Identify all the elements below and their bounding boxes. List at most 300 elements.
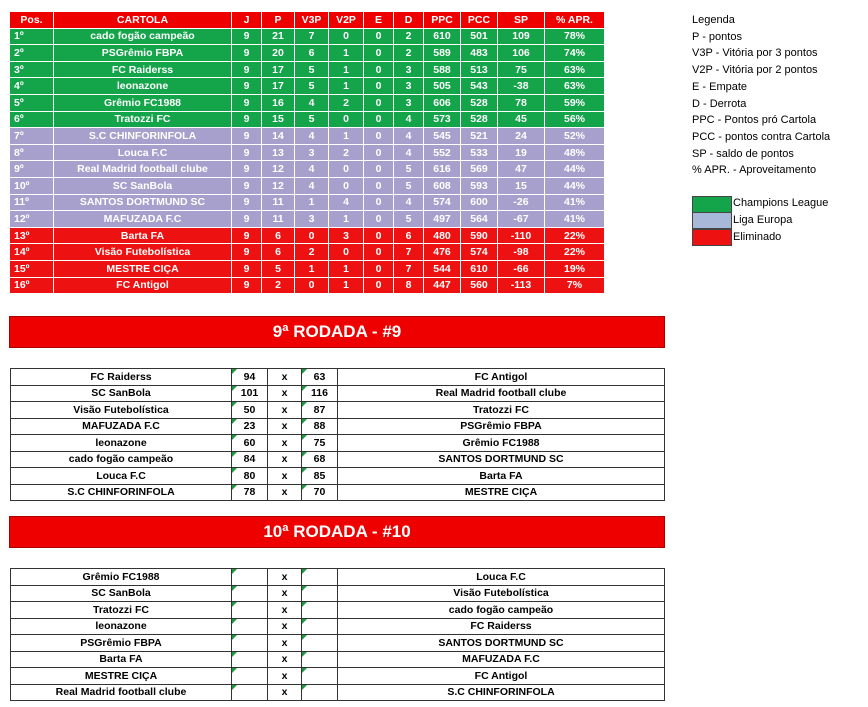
cell-pos: 13º [10, 227, 54, 244]
cell-v2p: 0 [329, 244, 364, 261]
versus: x [268, 435, 302, 452]
match-row [11, 684, 665, 701]
away-team: Louca F.C [338, 569, 665, 586]
match-row [11, 668, 665, 685]
standings-row [10, 111, 605, 128]
cell-p: 6 [262, 244, 295, 261]
legend-item: PCC - pontos contra Cartola [692, 130, 831, 143]
legend-item: V2P - Vitória por 2 pontos [692, 64, 818, 77]
cell-v2p: 1 [329, 128, 364, 145]
home-score: 84 [232, 451, 268, 468]
header-apr: % APR. [545, 12, 605, 29]
cell-j: 9 [232, 28, 262, 45]
cell-pcc: 501 [461, 28, 498, 45]
cell-ppc: 552 [424, 144, 461, 161]
cell-apr: 52% [545, 128, 605, 145]
cell-pcc: 543 [461, 78, 498, 95]
cell-sp: -113 [498, 277, 545, 294]
cell-apr: 48% [545, 144, 605, 161]
cell-sp: 109 [498, 28, 545, 45]
away-team: MESTRE CIÇA [338, 484, 665, 501]
match-row [11, 618, 665, 635]
cell-v3p: 1 [295, 194, 329, 211]
cell-j: 9 [232, 94, 262, 111]
cell-d: 2 [394, 28, 424, 45]
away-team: Tratozzi FC [338, 402, 665, 419]
versus: x [268, 651, 302, 668]
home-team: Visão Futebolística [11, 402, 232, 419]
cell-apr: 41% [545, 194, 605, 211]
away-score [302, 602, 338, 619]
cell-v2p: 2 [329, 94, 364, 111]
cell-pcc: 521 [461, 128, 498, 145]
cell-sp: -67 [498, 211, 545, 228]
legend-swatch-europa [692, 212, 732, 229]
cell-j: 9 [232, 260, 262, 277]
header-v2p: V2P [329, 12, 364, 29]
cell-ppc: 606 [424, 94, 461, 111]
home-score [232, 668, 268, 685]
away-team: Barta FA [338, 468, 665, 485]
cell-v3p: 6 [295, 45, 329, 62]
home-team: cado fogão campeão [11, 451, 232, 468]
cell-e: 0 [364, 78, 394, 95]
cell-v3p: 1 [295, 260, 329, 277]
standings-row [10, 144, 605, 161]
legend-swatch-eliminado [692, 229, 732, 246]
cell-d: 8 [394, 277, 424, 294]
cell-v2p: 1 [329, 45, 364, 62]
legend-item: P - pontos [692, 30, 742, 43]
away-team: FC Antigol [338, 668, 665, 685]
cell-apr: 63% [545, 61, 605, 78]
cell-d: 5 [394, 177, 424, 194]
cell-pcc: 560 [461, 277, 498, 294]
legend-item: SP - saldo de pontos [692, 147, 794, 160]
cell-pos: 3º [10, 61, 54, 78]
away-team: FC Antigol [338, 369, 665, 386]
cell-j: 9 [232, 277, 262, 294]
versus: x [268, 618, 302, 635]
cell-pcc: 569 [461, 161, 498, 178]
cell-v2p: 4 [329, 194, 364, 211]
cell-d: 4 [394, 128, 424, 145]
cell-pos: 11º [10, 194, 54, 211]
home-team: S.C CHINFORINFOLA [11, 484, 232, 501]
standings-row [10, 45, 605, 62]
legend-zone-eliminado: Eliminado [733, 231, 782, 243]
away-score: 88 [302, 418, 338, 435]
header-j: J [232, 12, 262, 29]
cell-apr: 19% [545, 260, 605, 277]
cell-v2p: 0 [329, 177, 364, 194]
cell-p: 11 [262, 211, 295, 228]
cell-ppc: 574 [424, 194, 461, 211]
cell-p: 11 [262, 194, 295, 211]
standings-row [10, 227, 605, 244]
cell-d: 3 [394, 78, 424, 95]
cell-p: 13 [262, 144, 295, 161]
cell-sp: -26 [498, 194, 545, 211]
cell-j: 9 [232, 61, 262, 78]
cell-d: 4 [394, 111, 424, 128]
cell-ppc: 447 [424, 277, 461, 294]
home-team: Tratozzi FC [11, 602, 232, 619]
cell-d: 4 [394, 144, 424, 161]
cell-pcc: 528 [461, 94, 498, 111]
cell-ppc: 480 [424, 227, 461, 244]
standings-row [10, 277, 605, 294]
cell-v2p: 1 [329, 61, 364, 78]
cell-pos: 7º [10, 128, 54, 145]
cell-j: 9 [232, 211, 262, 228]
match-row [11, 585, 665, 602]
versus: x [268, 369, 302, 386]
legend-swatch-champions [692, 196, 732, 213]
away-team: SANTOS DORTMUND SC [338, 451, 665, 468]
cell-p: 20 [262, 45, 295, 62]
cell-p: 16 [262, 94, 295, 111]
legend-item: D - Derrota [692, 97, 747, 110]
cell-p: 17 [262, 61, 295, 78]
cell-pcc: 483 [461, 45, 498, 62]
cell-team: Visão Futebolística [54, 244, 232, 261]
away-team: Real Madrid football clube [338, 385, 665, 402]
cell-team: Tratozzi FC [54, 111, 232, 128]
home-team: leonazone [11, 435, 232, 452]
cell-ppc: 588 [424, 61, 461, 78]
home-team: FC Raiderss [11, 369, 232, 386]
away-team: PSGrêmio FBPA [338, 418, 665, 435]
standings-row [10, 177, 605, 194]
cell-e: 0 [364, 28, 394, 45]
home-score: 78 [232, 484, 268, 501]
cell-e: 0 [364, 277, 394, 294]
legend-zone-europa: Liga Europa [733, 214, 793, 226]
versus: x [268, 484, 302, 501]
cell-apr: 56% [545, 111, 605, 128]
cell-d: 3 [394, 94, 424, 111]
home-score [232, 651, 268, 668]
cell-team: PSGrêmio FBPA [54, 45, 232, 62]
cell-ppc: 573 [424, 111, 461, 128]
cell-pos: 5º [10, 94, 54, 111]
cell-apr: 44% [545, 177, 605, 194]
away-score: 116 [302, 385, 338, 402]
cell-ppc: 545 [424, 128, 461, 145]
cell-apr: 41% [545, 211, 605, 228]
cell-p: 21 [262, 28, 295, 45]
home-score [232, 569, 268, 586]
cell-team: Grêmio FC1988 [54, 94, 232, 111]
match-row [11, 418, 665, 435]
versus: x [268, 668, 302, 685]
away-score: 75 [302, 435, 338, 452]
header-d: D [394, 12, 424, 29]
home-score [232, 618, 268, 635]
header-pcc: PCC [461, 12, 498, 29]
away-score [302, 618, 338, 635]
match-row [11, 602, 665, 619]
cell-e: 0 [364, 61, 394, 78]
cell-pcc: 593 [461, 177, 498, 194]
standings-row [10, 94, 605, 111]
cell-ppc: 476 [424, 244, 461, 261]
cell-pcc: 564 [461, 211, 498, 228]
cell-p: 14 [262, 128, 295, 145]
away-score: 68 [302, 451, 338, 468]
cell-v2p: 1 [329, 78, 364, 95]
standings-row [10, 128, 605, 145]
cell-sp: -66 [498, 260, 545, 277]
cell-p: 6 [262, 227, 295, 244]
standings-table [9, 11, 605, 294]
header-v3p: V3P [295, 12, 329, 29]
cell-e: 0 [364, 161, 394, 178]
cell-team: SANTOS DORTMUND SC [54, 194, 232, 211]
round10-banner: 10ª RODADA - #10 [9, 516, 665, 548]
legend-item: E - Empate [692, 80, 748, 93]
cell-pcc: 513 [461, 61, 498, 78]
cell-j: 9 [232, 227, 262, 244]
cell-v3p: 3 [295, 144, 329, 161]
cell-d: 3 [394, 61, 424, 78]
cell-pos: 15º [10, 260, 54, 277]
cell-apr: 63% [545, 78, 605, 95]
cell-e: 0 [364, 244, 394, 261]
away-score [302, 569, 338, 586]
cell-j: 9 [232, 161, 262, 178]
cell-team: Louca F.C [54, 144, 232, 161]
cell-e: 0 [364, 227, 394, 244]
cell-v3p: 4 [295, 161, 329, 178]
cell-j: 9 [232, 78, 262, 95]
standings-row [10, 244, 605, 261]
cell-v3p: 2 [295, 244, 329, 261]
versus: x [268, 635, 302, 652]
cell-v3p: 5 [295, 78, 329, 95]
cell-team: MESTRE CIÇA [54, 260, 232, 277]
away-team: Grêmio FC1988 [338, 435, 665, 452]
match-row [11, 451, 665, 468]
cell-e: 0 [364, 211, 394, 228]
standings-header-row [10, 12, 605, 29]
cell-pos: 8º [10, 144, 54, 161]
cell-e: 0 [364, 45, 394, 62]
away-score [302, 668, 338, 685]
standings-body [10, 28, 605, 294]
standings-row [10, 194, 605, 211]
home-team: MESTRE CIÇA [11, 668, 232, 685]
home-team: SC SanBola [11, 385, 232, 402]
cell-apr: 22% [545, 244, 605, 261]
cell-d: 5 [394, 161, 424, 178]
cell-v2p: 0 [329, 161, 364, 178]
away-score [302, 585, 338, 602]
cell-ppc: 608 [424, 177, 461, 194]
versus: x [268, 585, 302, 602]
cell-v2p: 1 [329, 260, 364, 277]
cell-sp: 106 [498, 45, 545, 62]
home-team: PSGrêmio FBPA [11, 635, 232, 652]
match-row [11, 569, 665, 586]
cell-j: 9 [232, 111, 262, 128]
standings-row [10, 161, 605, 178]
cell-e: 0 [364, 177, 394, 194]
cell-pcc: 610 [461, 260, 498, 277]
cell-sp: 15 [498, 177, 545, 194]
away-score: 70 [302, 484, 338, 501]
header-p: P [262, 12, 295, 29]
cell-v2p: 0 [329, 28, 364, 45]
cell-p: 15 [262, 111, 295, 128]
cell-e: 0 [364, 194, 394, 211]
legend [692, 12, 830, 179]
cell-d: 4 [394, 194, 424, 211]
cell-ppc: 497 [424, 211, 461, 228]
cell-j: 9 [232, 128, 262, 145]
match-row [11, 484, 665, 501]
cell-pcc: 533 [461, 144, 498, 161]
cell-apr: 22% [545, 227, 605, 244]
cell-ppc: 544 [424, 260, 461, 277]
cell-apr: 59% [545, 94, 605, 111]
cell-pos: 6º [10, 111, 54, 128]
away-team: FC Raiderss [338, 618, 665, 635]
home-score [232, 585, 268, 602]
home-team: Barta FA [11, 651, 232, 668]
header-ppc: PPC [424, 12, 461, 29]
match-row [11, 635, 665, 652]
cell-d: 7 [394, 244, 424, 261]
match-row [11, 435, 665, 452]
match-row [11, 402, 665, 419]
cell-pos: 16º [10, 277, 54, 294]
away-score [302, 684, 338, 701]
home-score [232, 602, 268, 619]
cell-d: 5 [394, 211, 424, 228]
cell-team: leonazone [54, 78, 232, 95]
versus: x [268, 602, 302, 619]
cell-sp: 78 [498, 94, 545, 111]
cell-team: SC SanBola [54, 177, 232, 194]
cell-sp: -38 [498, 78, 545, 95]
versus: x [268, 468, 302, 485]
cell-sp: 19 [498, 144, 545, 161]
cell-d: 2 [394, 45, 424, 62]
match-row [11, 385, 665, 402]
cell-p: 12 [262, 161, 295, 178]
cell-d: 7 [394, 260, 424, 277]
cell-sp: 47 [498, 161, 545, 178]
away-score: 87 [302, 402, 338, 419]
cell-v3p: 5 [295, 61, 329, 78]
round9-banner: 9ª RODADA - #9 [9, 316, 665, 348]
cell-p: 17 [262, 78, 295, 95]
cell-team: S.C CHINFORINFOLA [54, 128, 232, 145]
cell-ppc: 505 [424, 78, 461, 95]
legend-title: Legenda [692, 14, 735, 26]
legend-zone-champions: Champions League [733, 197, 829, 209]
cell-pos: 2º [10, 45, 54, 62]
cell-pcc: 528 [461, 111, 498, 128]
cell-pos: 14º [10, 244, 54, 261]
cell-p: 5 [262, 260, 295, 277]
cell-sp: -110 [498, 227, 545, 244]
away-team: cado fogão campeão [338, 602, 665, 619]
cell-pos: 1º [10, 28, 54, 45]
round10-table [10, 568, 665, 701]
standings-row [10, 78, 605, 95]
away-team: S.C CHINFORINFOLA [338, 684, 665, 701]
cell-e: 0 [364, 94, 394, 111]
cell-e: 0 [364, 111, 394, 128]
home-score: 94 [232, 369, 268, 386]
versus: x [268, 385, 302, 402]
legend-item: PPC - Pontos pró Cartola [692, 114, 817, 127]
round9-table [10, 368, 665, 501]
standings-row [10, 61, 605, 78]
cell-v3p: 4 [295, 177, 329, 194]
cell-ppc: 616 [424, 161, 461, 178]
cell-j: 9 [232, 244, 262, 261]
cell-ppc: 610 [424, 28, 461, 45]
cell-apr: 44% [545, 161, 605, 178]
cell-team: MAFUZADA F.C [54, 211, 232, 228]
cell-team: FC Raiderss [54, 61, 232, 78]
home-score: 50 [232, 402, 268, 419]
versus: x [268, 451, 302, 468]
home-score: 60 [232, 435, 268, 452]
cell-sp: 24 [498, 128, 545, 145]
cell-apr: 7% [545, 277, 605, 294]
home-score: 101 [232, 385, 268, 402]
cell-d: 6 [394, 227, 424, 244]
away-score [302, 651, 338, 668]
standings-row [10, 211, 605, 228]
cell-v3p: 5 [295, 111, 329, 128]
cell-apr: 78% [545, 28, 605, 45]
versus: x [268, 569, 302, 586]
header-sp: SP [498, 12, 545, 29]
header-e: E [364, 12, 394, 29]
cell-pos: 10º [10, 177, 54, 194]
cell-team: cado fogão campeão [54, 28, 232, 45]
away-score: 85 [302, 468, 338, 485]
cell-p: 12 [262, 177, 295, 194]
versus: x [268, 684, 302, 701]
cell-pos: 9º [10, 161, 54, 178]
match-row [11, 369, 665, 386]
cell-v2p: 3 [329, 227, 364, 244]
cell-pos: 4º [10, 78, 54, 95]
away-score [302, 635, 338, 652]
away-team: SANTOS DORTMUND SC [338, 635, 665, 652]
cell-pcc: 590 [461, 227, 498, 244]
cell-v3p: 3 [295, 211, 329, 228]
home-team: SC SanBola [11, 585, 232, 602]
legend-item: % APR. - Aproveitamento [692, 164, 817, 177]
cell-sp: 45 [498, 111, 545, 128]
away-team: Visão Futebolística [338, 585, 665, 602]
home-score [232, 684, 268, 701]
away-score: 63 [302, 369, 338, 386]
cell-v3p: 0 [295, 277, 329, 294]
versus: x [268, 418, 302, 435]
cell-sp: 75 [498, 61, 545, 78]
cell-ppc: 589 [424, 45, 461, 62]
cell-e: 0 [364, 144, 394, 161]
